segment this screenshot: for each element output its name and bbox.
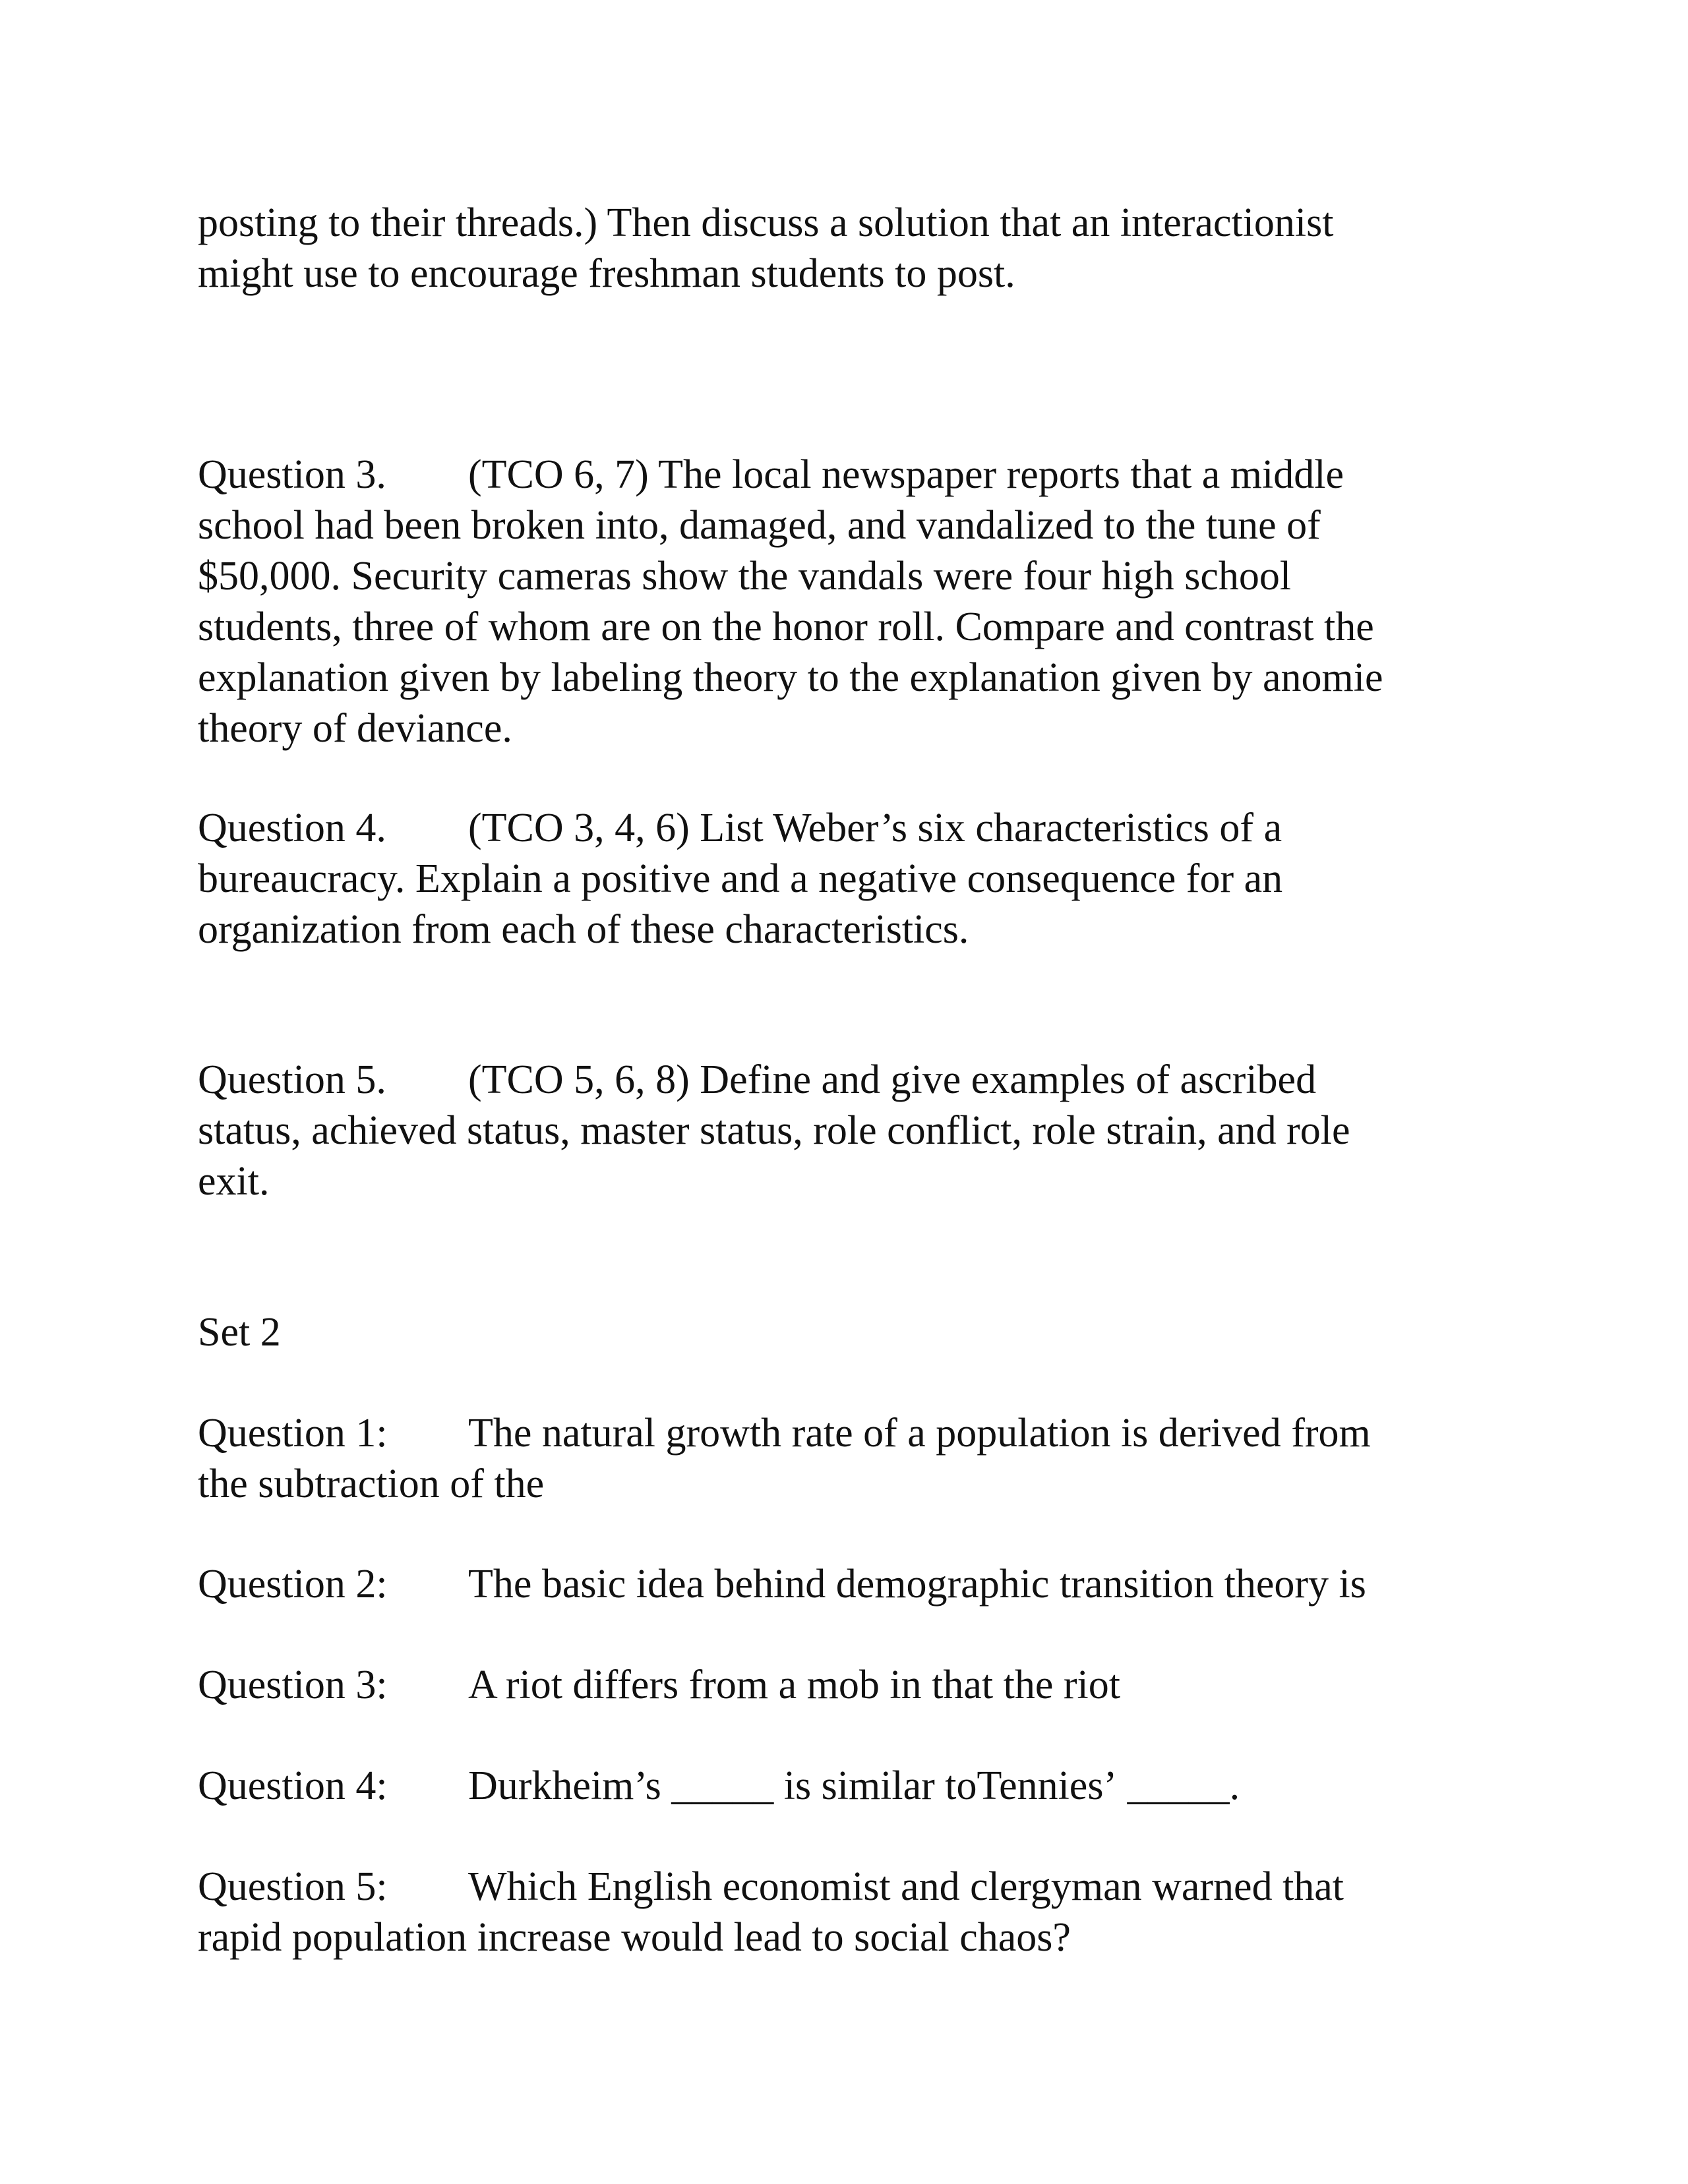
question-text-part: Durkheim’s <box>468 1763 661 1808</box>
question-text-line: students, three of whom are on the honor roll. Compare and contrast the <box>198 605 1374 649</box>
question-label: Question 3: <box>198 1663 388 1707</box>
set2-question-3 <box>198 1660 1490 1711</box>
continuation-paragraph <box>198 198 1490 299</box>
set2-question-4 <box>198 1761 1490 1812</box>
question-label: Question 5: <box>198 1864 388 1909</box>
question-label: Question 4: <box>198 1763 388 1808</box>
set2-question-5 <box>198 1862 1490 1963</box>
question-text-line: Which English economist and clergyman warned that <box>468 1864 1344 1909</box>
set2-question-2 <box>198 1559 1490 1610</box>
continuation-line-2: might use to encourage freshman students to post. <box>198 251 1015 296</box>
question-text-line: A riot differs from a mob in that the riot <box>468 1663 1120 1707</box>
question-label: Question 4. <box>198 806 386 850</box>
question-text-line: organization from each of these characteristics. <box>198 907 969 952</box>
question-text-line: The natural growth rate of a population is derived from <box>468 1411 1371 1456</box>
answer-blank: _____ <box>671 1763 774 1808</box>
section-heading: Set 2 <box>198 1310 281 1355</box>
question-text-line: $50,000. Security cameras show the vandals were four high school <box>198 554 1292 599</box>
question-label: Question 5. <box>198 1057 386 1102</box>
set2-question-1 <box>198 1408 1490 1510</box>
question-label: Question 3. <box>198 452 386 497</box>
answer-blank: _____ <box>1127 1763 1230 1808</box>
question-text-line: (TCO 5, 6, 8) Define and give examples of ascribed <box>468 1057 1317 1102</box>
set2-heading <box>198 1307 1490 1358</box>
question-text-line: explanation given by labeling theory to the explanation given by anomie <box>198 655 1383 700</box>
question-end-punctuation: . <box>1229 1763 1240 1808</box>
question-text-line: school had been broken into, damaged, and vandalized to the tune of <box>198 503 1321 548</box>
set1-question-5 <box>198 1055 1490 1207</box>
question-text-line: rapid population increase would lead to social chaos? <box>198 1915 1071 1960</box>
continuation-line-1: posting to their threads.) Then discuss a solution that an interactionist <box>198 200 1334 245</box>
question-text-line: the subtraction of the <box>198 1461 545 1506</box>
question-label: Question 2: <box>198 1562 388 1607</box>
set1-question-4 <box>198 803 1490 955</box>
question-text-line: bureaucracy. Explain a positive and a negative consequence for an <box>198 856 1283 901</box>
question-text-line: theory of deviance. <box>198 706 512 751</box>
question-text-line: exit. <box>198 1159 270 1204</box>
question-text-part: is similar toTennies’ <box>783 1763 1118 1808</box>
question-label: Question 1: <box>198 1411 388 1456</box>
question-text-line: The basic idea behind demographic transition theory is <box>468 1562 1366 1607</box>
set1-question-3 <box>198 450 1490 754</box>
question-text-line: (TCO 6, 7) The local newspaper reports that a middle <box>468 452 1344 497</box>
question-text-line: status, achieved status, master status, role conflict, role strain, and role <box>198 1108 1350 1153</box>
question-text-line: (TCO 3, 4, 6) List Weber’s six characteristics of a <box>468 806 1282 850</box>
